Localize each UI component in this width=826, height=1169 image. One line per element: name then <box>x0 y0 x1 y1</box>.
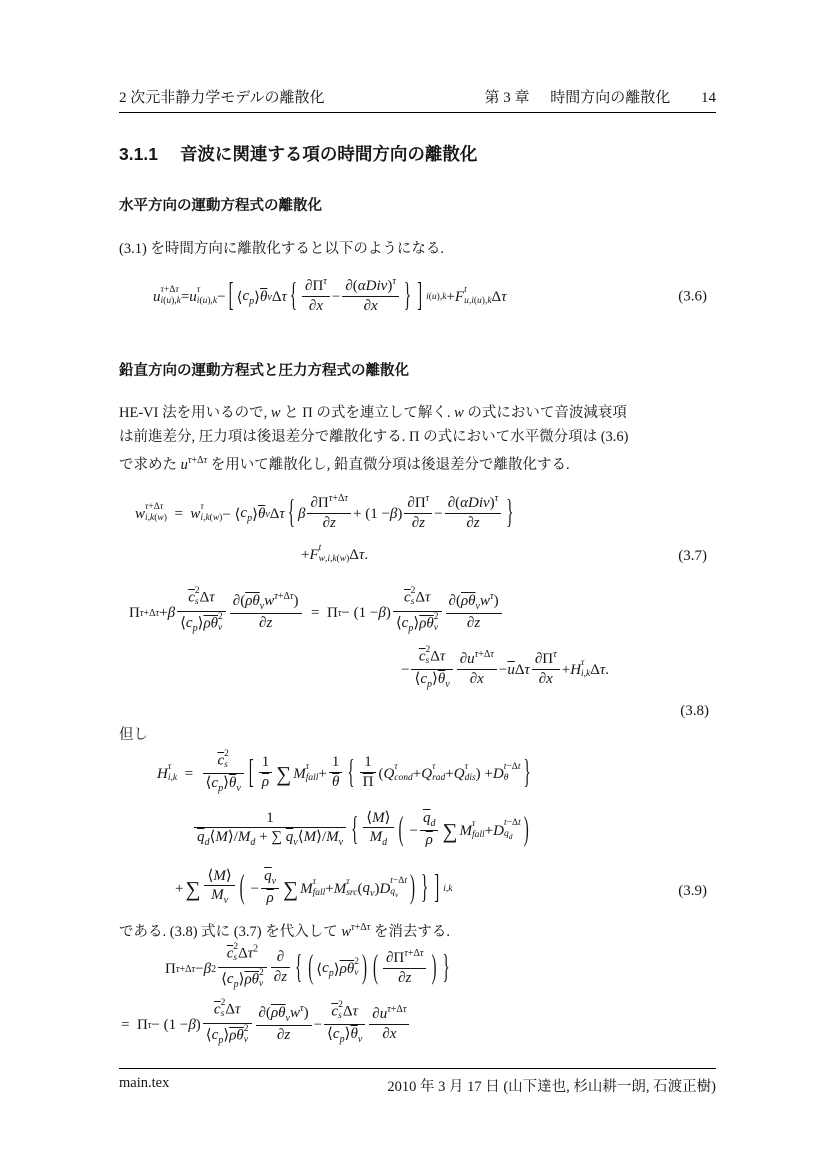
equation-3-9-tag: (3.9) <box>678 883 707 899</box>
equation-3-6-tag: (3.6) <box>678 288 707 305</box>
equation-3-7-line1: w τ+Δτ i,k(w) = w τ i,k(w) − ⟨ $c_p$ ⟩ $\overline{\theta}$ v Δ τ { β $\partial\Pi^{\tau+\Delta\tau}$ ∂z + (1 − β ) $\partial\Pi^\tau$ ∂z − $\partial(\alpha Div)^\tau$ ∂z } <box>135 492 514 531</box>
equation-final-line2: = Π τ − (1 − β ) $\overline{c}$ 2 s Δτ $⟨c_p⟩\overline{\rho}\overline{\theta}$ 2 v $\partial(\overline{\rho}\overline{\theta}_vw^\tau)$ ∂z − $\overline{c}$ 2 s Δτ $⟨c_p⟩\overline{\theta}_v$ $\partial u^{\tau+\Delta\tau}$ ∂x <box>119 997 709 1053</box>
equation-3-8-line2: − $\overline{c}$ 2 s Δτ $⟨c_p⟩\overline{\theta}_v$ $\partial u^{\tau+\Delta\tau}$ ∂x − $\overline{u}$ Δ τ $\partial\Pi^\tau$ ∂x + H τ i,k Δ τ . <box>401 644 610 691</box>
equation-3-9 <box>119 747 709 917</box>
equation-final-line1: Π τ+Δτ − β 2 $\overline{c}$ 2 s $\Delta\tau^2$ $⟨c_p⟩\overline{\rho}\overline{\theta}$ 2 v ∂ ∂z { ( ⟨ $c_p$ ⟩ $\overline{\rho}$ $\overline{\theta}$ 2 v ) ( $\partial\Pi^{\tau+\Delta\tau}$ ∂z ) } <box>165 942 450 991</box>
paragraph-hevi <box>119 402 711 477</box>
header-right <box>484 86 716 107</box>
section-heading <box>119 141 477 166</box>
paragraph-hevi-line3: で求めた $u^{\tau+\Delta\tau}$ を用いて離散化し, 鉛直微分項は後退差分で離散化する. <box>119 455 570 473</box>
equation-3-8-line1: Π τ+Δτ + β $\overline{c}$ 2 s Δτ $⟨c_p⟩\overline{\rho}\overline{\theta}$ 2 v $\partial(\overline{\rho}\overline{\theta}_vw^{\tau+\Delta\tau})$ ∂z = Π τ − (1 − β ) $\overline{c}$ 2 s Δτ $⟨c_p⟩\overline{\rho}\overline{\theta}$ 2 v $\partial(\overline{\rho}\overline{\theta}_vw^\tau)$ ∂z <box>119 585 709 641</box>
paragraph-tadashi: 但し <box>119 727 148 743</box>
equation-3-8-tag-row <box>119 699 709 723</box>
header-chapter: 第 3 章 <box>484 90 530 106</box>
equation-3-9-line3: + ∑ ⟨M⟩ $M_v$ ( − $\overline{q}_v$ $\overline{\rho}$ ∑ M τ fall + M τ src ( $q_v$ ) D t−Δt $q_v$ ) } ] i,k <box>175 867 453 907</box>
equation-3-7-tag: (3.7) <box>678 548 707 564</box>
equation-final <box>119 941 709 1053</box>
paragraph-hevi-line2: は前進差分, 圧力項は後退差分で離散化する. Π の式において水平微分項は (3.6) <box>119 428 629 445</box>
footer-filename: main.tex <box>119 1075 170 1091</box>
header-chapter-title: 時間方向の離散化 <box>550 90 671 106</box>
paragraph-hevi-line1: HE-VI 法を用いるので, w と Π の式を連立して解く. w の式において音波減衰項 <box>119 405 627 421</box>
section-title: 音波に関連する項の時間方向の離散化 <box>179 144 478 164</box>
header-left-title: 2 次元非静力学モデルの離散化 <box>119 90 325 106</box>
equation-3-8 <box>119 585 709 723</box>
equation-3-7-line2: + F t w,i,k(w) Δ τ . <box>301 542 369 564</box>
footer-date-authors: 2010 年 3 月 17 日 (山下達也, 杉山耕一朗, 石渡正樹) <box>387 1079 716 1095</box>
equation-3-6-body: u τ+Δτ i(u),k = u τ i(u),k − [ ⟨ $c_p$ ⟩ $\overline{\theta}$ v Δ τ { $\partial\Pi^\tau$ ∂x − $\partial(\alpha Div)^\tau$ ∂x } ] i(u),k + F t u,i(u),k Δ τ <box>153 275 507 314</box>
subsection-heading-horizontal-momentum: 水平方向の運動方程式の離散化 <box>119 198 322 214</box>
equation-3-8-tag: (3.8) <box>680 702 709 719</box>
page-number: 14 <box>701 90 716 106</box>
equation-3-9-line2: 1 $\overline{q}_d⟨M⟩/M_d$ + ∑ $\overline{q}_v⟨M⟩/M_v$ { ⟨M⟩ $M_d$ ( − $\overline{q}_d$ $\overline{\rho}$ ∑ M τ fall + D t−Δt $q_d$ ) <box>119 801 709 861</box>
subsection-heading-vertical-momentum-pressure: 鉛直方向の運動方程式と圧力方程式の離散化 <box>119 363 409 379</box>
equation-3-7 <box>119 489 709 571</box>
page-header <box>119 86 716 113</box>
equation-3-9-line1: H τ i,k = $\overline{c}$ 2 s $⟨c_p⟩\overline{\theta}_v$ [ 1 $\overline{\rho}$ ∑ M τ fall + 1 $\overline{\theta}$ { 1 $\overline{\Pi}$ ( Q τ cond + Q τ rad + Q τ dis ) + D t−Δt θ } <box>157 748 531 795</box>
equation-3-6 <box>119 266 709 328</box>
paragraph-intro: (3.1) を時間方向に離散化すると以下のようになる. <box>119 241 445 257</box>
paragraph-substitute: である. (3.8) 式に (3.7) を代入して $w^{\tau+\Delta\tau}$ を消去する. <box>119 922 451 940</box>
page-footer <box>119 1068 716 1096</box>
section-number: 3.1.1 <box>119 144 158 164</box>
